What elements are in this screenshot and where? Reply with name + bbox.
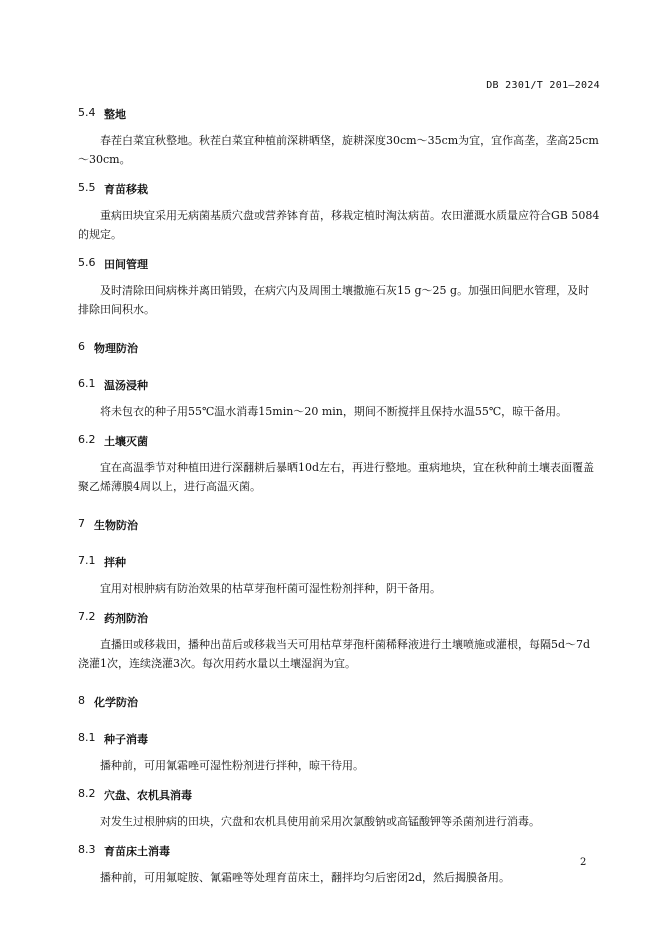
page-number: 2 xyxy=(580,857,587,868)
section-heading-5-4 xyxy=(78,106,600,122)
section-number: 7.1 xyxy=(78,554,96,567)
section-title: 整地 xyxy=(104,108,126,121)
section-title: 育苗床土消毒 xyxy=(104,845,170,858)
section-heading-5-5 xyxy=(78,181,600,197)
section-paragraph-5-6: 及时清除田间病株并离田销毁，在病穴内及周围土壤撒施石灰15 g～25 g。加强田间肥水管理，及时排除田间积水。 xyxy=(78,284,590,316)
document-number: DB 2301/T 201—2024 xyxy=(486,80,600,91)
section-title: 育苗移栽 xyxy=(104,183,148,196)
section-title: 土壤灭菌 xyxy=(104,435,148,448)
section-title: 药剂防治 xyxy=(104,612,148,625)
section-paragraph-5-5: 重病田块宜采用无病菌基质穴盘或营养钵育苗，移栽定植时淘汰病苗。农田灌溉水质量应符合GB 5084的规定。 xyxy=(78,209,600,241)
section-paragraph-8-2: 对发生过根肿病的田块，穴盘和农机具使用前采用次氯酸钠或高锰酸钾等杀菌剂进行消毒。 xyxy=(100,815,540,828)
section-title: 温汤浸种 xyxy=(104,379,148,392)
section-number: 5.5 xyxy=(78,181,96,194)
section-number: 8.1 xyxy=(78,731,96,744)
section-heading-8-3 xyxy=(78,843,600,859)
section-paragraph-7-1: 宜用对根肿病有防治效果的枯草芽孢杆菌可湿性粉剂拌种，阴干备用。 xyxy=(100,582,441,595)
section-paragraph-6-1: 将未包衣的种子用55℃温水消毒15min～20 min，期间不断搅拌且保持水温55℃，晾干备用。 xyxy=(100,405,568,418)
section-paragraph-8-1: 播种前，可用氰霜唑可湿性粉剂进行拌种，晾干待用。 xyxy=(100,759,364,772)
section-number: 7.2 xyxy=(78,610,96,623)
section-heading-7-1 xyxy=(78,554,600,570)
section-heading-8-2 xyxy=(78,787,600,803)
section-title: 田间管理 xyxy=(104,258,148,271)
chapter-heading-6 xyxy=(78,340,600,356)
chapter-title: 化学防治 xyxy=(94,696,138,709)
section-title: 种子消毒 xyxy=(104,733,148,746)
document-body xyxy=(78,106,600,887)
section-title: 拌种 xyxy=(104,556,126,569)
section-number: 5.4 xyxy=(78,106,96,119)
section-number: 8.3 xyxy=(78,843,96,856)
section-paragraph-7-2: 直播田或移栽田，播种出苗后或移栽当天可用枯草芽孢杆菌稀释液进行土壤喷施或灌根，每隔5d～7d浇灌1次，连续浇灌3次。每次用药水量以土壤湿润为宜。 xyxy=(78,638,591,670)
section-number: 8.2 xyxy=(78,787,96,800)
section-heading-6-2 xyxy=(78,433,600,449)
chapter-heading-8 xyxy=(78,694,600,710)
chapter-number: 7 xyxy=(78,517,85,530)
section-number: 5.6 xyxy=(78,256,96,269)
section-paragraph-6-2: 宜在高温季节对种植田进行深翻耕后暴晒10d左右，再进行整地。重病地块，宜在秋种前土壤表面覆盖聚乙烯薄膜4周以上，进行高温灭菌。 xyxy=(78,461,595,493)
section-paragraph-8-3: 播种前，可用氟啶胺、氰霜唑等处理育苗床土，翻拌均匀后密闭2d，然后揭膜备用。 xyxy=(100,871,511,884)
chapter-number: 8 xyxy=(78,694,85,707)
section-title: 穴盘、农机具消毒 xyxy=(104,789,192,802)
section-heading-5-6 xyxy=(78,256,600,272)
chapter-title: 物理防治 xyxy=(94,342,138,355)
section-heading-7-2 xyxy=(78,610,600,626)
chapter-title: 生物防治 xyxy=(94,519,138,532)
section-heading-8-1 xyxy=(78,731,600,747)
chapter-heading-7 xyxy=(78,517,600,533)
section-number: 6.1 xyxy=(78,377,96,390)
chapter-number: 6 xyxy=(78,340,85,353)
section-paragraph-5-4: 春茬白菜宜秋整地。秋茬白菜宜种植前深耕晒垡，旋耕深度30cm～35cm为宜，宜作高垄，垄高25cm～30cm。 xyxy=(78,134,599,166)
section-number: 6.2 xyxy=(78,433,96,446)
section-heading-6-1 xyxy=(78,377,600,393)
